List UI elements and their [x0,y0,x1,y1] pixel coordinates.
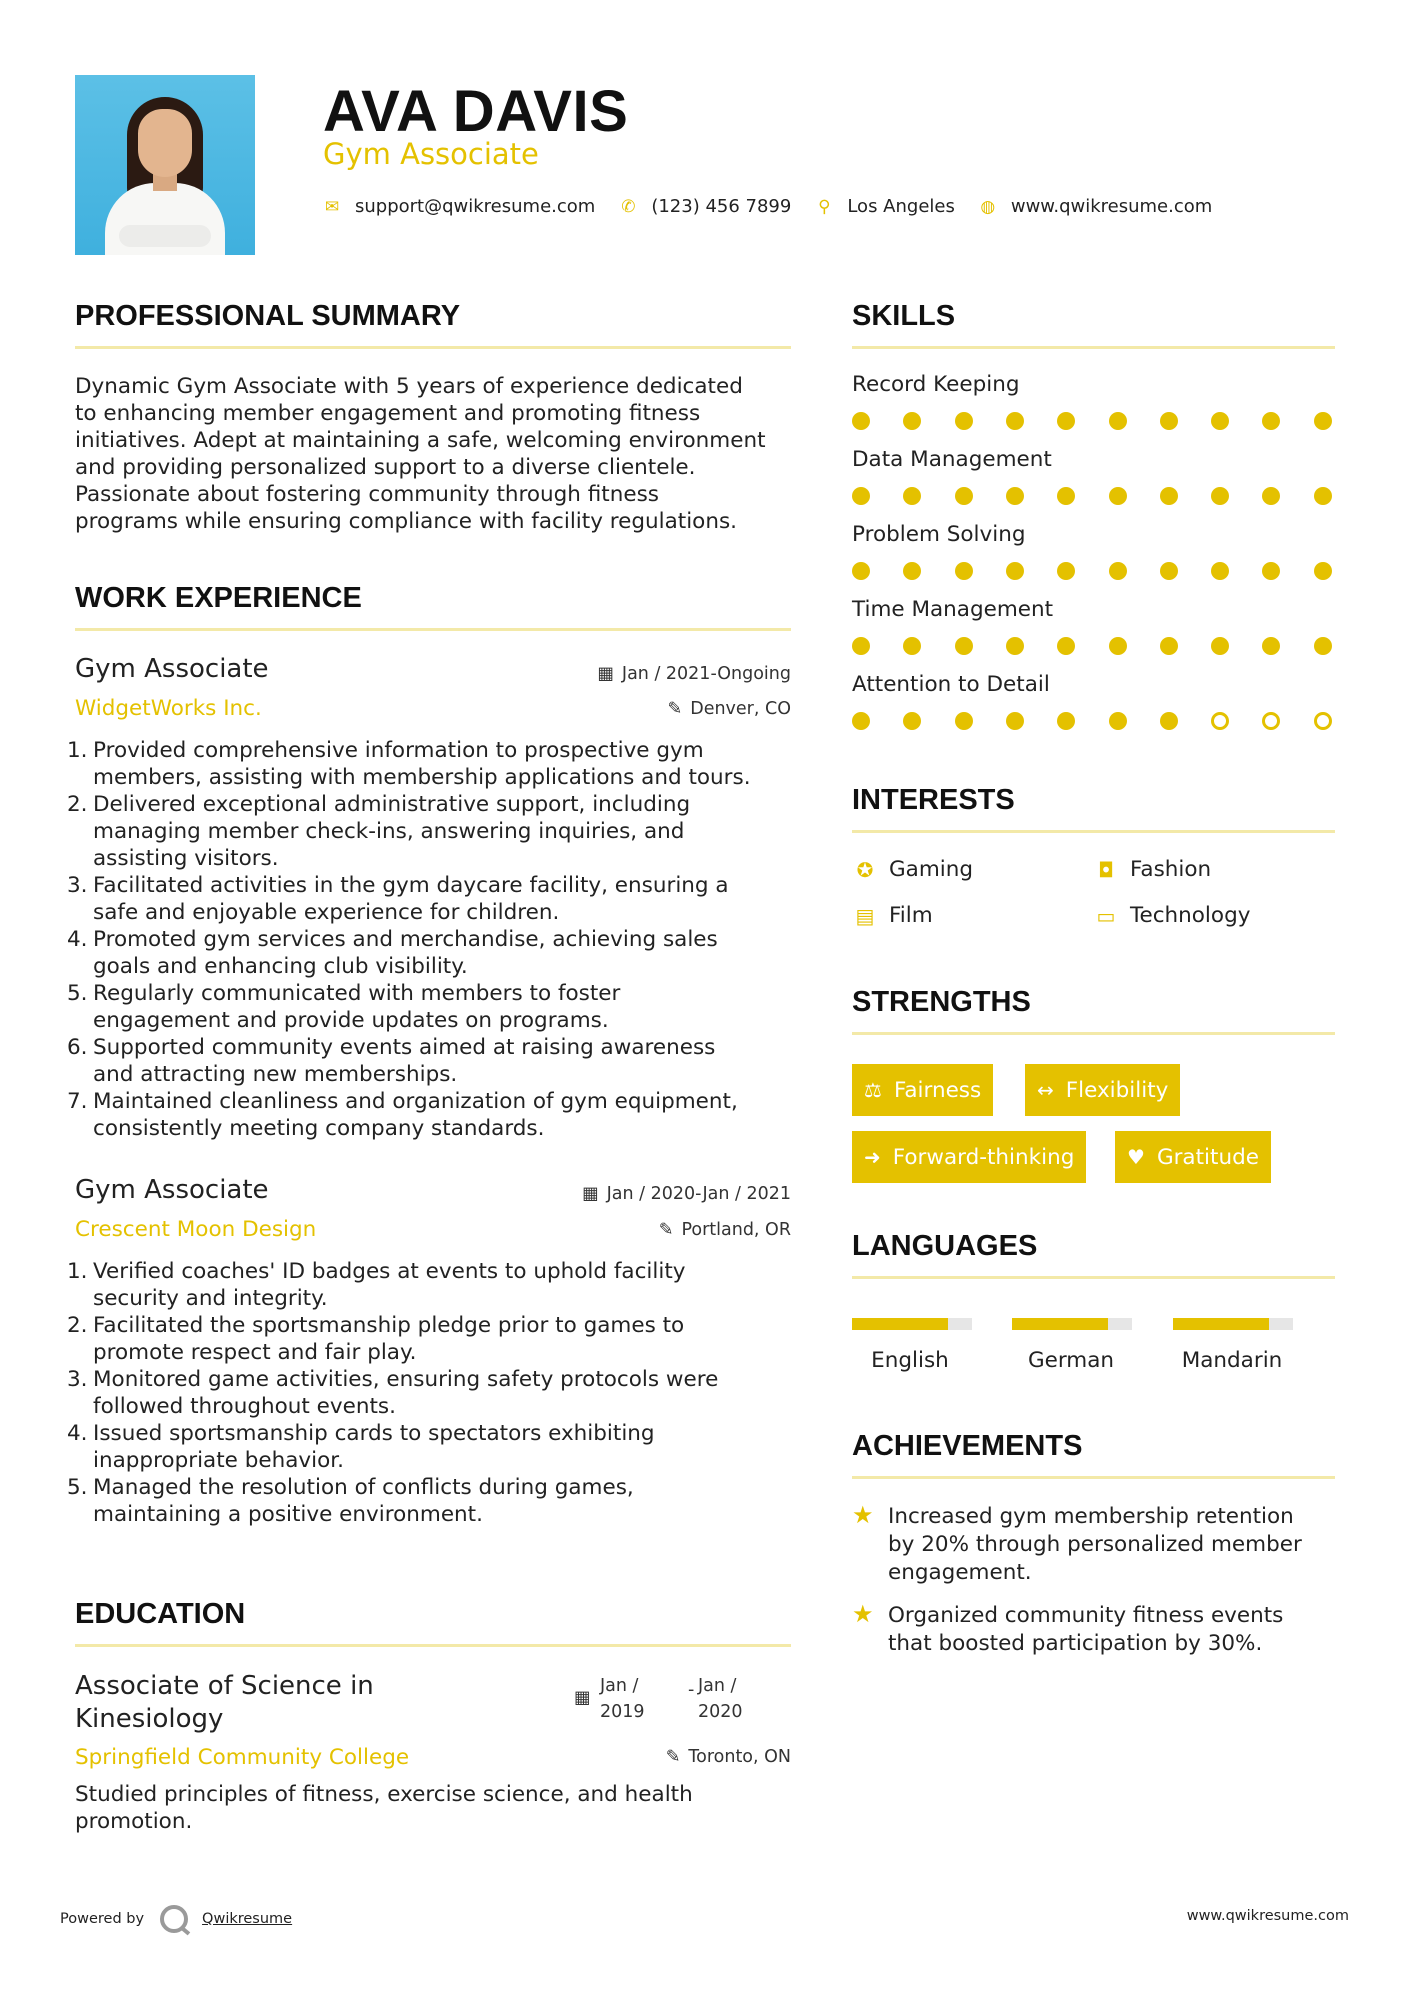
rating-dot-filled [903,712,921,730]
language-name: English [871,1348,949,1373]
star-icon: ★ [852,1501,874,1529]
rating-dot-filled [1262,412,1280,430]
rating-dot-filled [903,412,921,430]
rating-dot-filled [1262,562,1280,580]
rating-dot-filled [955,712,973,730]
website-link[interactable]: www.qwikresume.com [1010,196,1213,217]
rating-dot-filled [852,412,870,430]
section-divider [852,1476,1335,1479]
globe-icon: ◍ [980,196,996,217]
section-divider [852,346,1335,349]
arrows-horizontal-icon: ↔ [1037,1078,1054,1102]
rating-dot-filled [1109,637,1127,655]
rating-dot-filled [1314,487,1332,505]
shopping-bag-icon: ◘ [1098,857,1114,882]
language-bar-fill [852,1318,948,1330]
strength-tag: ♥ Gratitude [1115,1131,1271,1183]
language-bar-fill [1012,1318,1108,1330]
balance-scale-icon: ⚖ [864,1078,882,1102]
footer-branding [60,1905,292,1933]
achievement-item: ★ Increased gym membership retention by 20% through personalized member engagement. [852,1501,1302,1585]
job-location: ✎ Denver, CO [667,699,791,719]
list-item: 5. Managed the resolution of conflicts during games, maintaining a positive environment. [67,1475,634,1527]
calendar-icon: ▦ [597,664,614,684]
candidate-name: AVA DAVIS [323,79,629,144]
rating-dot-filled [1006,712,1024,730]
footer-website-link[interactable]: www.qwikresume.com [1186,1908,1349,1924]
education-start-date: Jan / 2019 [600,1676,645,1722]
list-item: 4. Promoted gym services and merchandise, achieving sales goals and enhancing club visibility. [67,927,718,979]
qwikresume-logo-icon [160,1905,188,1933]
rating-dot-filled [1109,487,1127,505]
job-dates: ▦ Jan / 2021-Ongoing [597,664,791,684]
rating-dot-filled [1262,637,1280,655]
interest-technology: ▭ Technology [1093,903,1250,928]
list-item: 1. Provided comprehensive information to prospective gym members, assisting with membership applications and tours. [67,738,751,790]
skill-rating [852,712,1335,732]
rating-dot-filled [1006,412,1024,430]
arrow-right-icon: ➜ [864,1145,881,1169]
language-bar [1012,1318,1132,1330]
language-bar-fill [1173,1318,1269,1330]
rating-dot-filled [1160,637,1178,655]
rating-dot-filled [1109,412,1127,430]
email-link[interactable]: support@qwikresume.com [355,196,596,217]
qwikresume-link[interactable]: Qwikresume [202,1911,293,1927]
laptop-icon: ▭ [1096,903,1116,928]
pin-icon: ✎ [667,699,683,719]
experience-heading: WORK EXPERIENCE [75,582,362,614]
languages-heading: LANGUAGES [852,1230,1038,1262]
list-item: 6. Supported community events aimed at raising awareness and attracting new memberships. [67,1035,716,1087]
rating-dot-filled [903,487,921,505]
list-item: 4. Issued sportsmanship cards to spectators exhibiting inappropriate behavior. [67,1421,655,1473]
rating-dot-filled [1211,562,1229,580]
rating-dot-filled [1262,487,1280,505]
rating-dot-empty [1262,712,1280,730]
interest-film: ▤ Film [852,903,933,928]
school-name: Springfield Community College [75,1745,410,1770]
candidate-role: Gym Associate [323,137,539,171]
skill-rating [852,637,1335,657]
interest-gaming: ✪ Gaming [852,857,973,882]
rating-dot-filled [955,637,973,655]
powered-by-label: Powered by [60,1911,145,1927]
job-responsibilities [67,737,807,1142]
heart-icon: ♥ [1127,1145,1145,1169]
skill-rating [852,562,1335,582]
rating-dot-filled [955,562,973,580]
rating-dot-filled [1057,487,1075,505]
film-icon: ▤ [855,903,875,928]
rating-dot-filled [1211,637,1229,655]
location-text: Los Angeles [847,196,955,217]
language-bar [852,1318,972,1330]
strength-tag: ⚖ Fairness [852,1064,993,1116]
strength-tag: ➜ Forward-thinking [852,1131,1086,1183]
section-divider [75,346,791,349]
phone-number: (123) 456 7899 [651,196,792,217]
summary-heading: PROFESSIONAL SUMMARY [75,300,461,332]
job-title: Gym Associate [75,1175,269,1205]
rating-dot-filled [1109,562,1127,580]
rating-dot-filled [1314,637,1332,655]
rating-dot-filled [1006,487,1024,505]
summary-text: Dynamic Gym Associate with 5 years of experience dedicated to enhancing member engagement and promoting fitness initiatives. Adept at maintaining a safe, welcoming environment and providing personalized support to a diverse clientele. Passionate about fostering community through fitness programs while ensuring compliance with facility regulations. [75,374,766,534]
language-name: German [1027,1348,1115,1373]
list-item: 2. Delivered exceptional administrative support, including managing member check-ins, answering inquiries, and assisting visitors. [67,792,691,871]
rating-dot-filled [1314,562,1332,580]
skill-name: Record Keeping [852,372,1020,397]
section-divider [852,830,1335,833]
company-name: WidgetWorks Inc. [75,696,262,721]
interest-fashion: ◘ Fashion [1093,857,1211,882]
rating-dot-filled [852,637,870,655]
contact-bar [323,196,1236,217]
date-separator: - [688,1680,695,1700]
job-dates: ▦ Jan / 2020-Jan / 2021 [582,1184,791,1204]
envelope-icon: ✉ [324,196,340,217]
section-divider [75,628,791,631]
rating-dot-filled [1314,412,1332,430]
rating-dot-filled [1006,637,1024,655]
list-item: 7. Maintained cleanliness and organization of gym equipment, consistently meeting company standards. [67,1089,738,1141]
section-divider [75,1644,791,1647]
degree-title: Associate of Science in Kinesiology [75,1671,374,1734]
list-item: 5. Regularly communicated with members to foster engagement and provide updates on programs. [67,981,621,1033]
rating-dot-filled [1211,412,1229,430]
skill-name: Data Management [852,447,1052,472]
rating-dot-filled [1160,712,1178,730]
skill-name: Attention to Detail [852,672,1050,697]
rating-dot-empty [1211,712,1229,730]
star-icon: ★ [852,1600,874,1628]
skill-name: Time Management [852,597,1054,622]
map-marker-icon: ⚲ [818,196,831,217]
pin-icon: ✎ [658,1220,674,1240]
education-description: Studied principles of fitness, exercise science, and health promotion. [75,1782,693,1834]
skill-rating [852,412,1335,432]
section-divider [852,1032,1335,1035]
rating-dot-filled [1057,562,1075,580]
profile-photo [75,75,255,255]
job-location: ✎ Portland, OR [658,1220,791,1240]
job-responsibilities [67,1258,807,1528]
rating-dot-filled [955,412,973,430]
calendar-icon: ▦ [574,1688,591,1708]
rating-dot-filled [852,562,870,580]
rating-dot-filled [852,712,870,730]
company-name: Crescent Moon Design [75,1217,317,1242]
list-item: 1. Verified coaches' ID badges at events to uphold facility security and integrity. [67,1259,686,1311]
rating-dot-filled [1057,637,1075,655]
section-divider [852,1276,1335,1279]
rating-dot-empty [1314,712,1332,730]
skill-name: Problem Solving [852,522,1026,547]
education-location: ✎ Toronto, ON [665,1747,791,1767]
list-item: 3. Facilitated activities in the gym daycare facility, ensuring a safe and enjoyable experience for children. [67,873,729,925]
rating-dot-filled [1109,712,1127,730]
education-end-date: Jan / 2020 [698,1676,743,1722]
rating-dot-filled [1006,562,1024,580]
skill-rating [852,487,1335,507]
rating-dot-filled [1160,487,1178,505]
rating-dot-filled [1057,712,1075,730]
rating-dot-filled [1057,412,1075,430]
list-item: 2. Facilitated the sportsmanship pledge prior to games to promote respect and fair play. [67,1313,685,1365]
rating-dot-filled [1211,487,1229,505]
rating-dot-filled [903,562,921,580]
rating-dot-filled [955,487,973,505]
strengths-heading: STRENGTHS [852,986,1031,1018]
list-item: 3. Monitored game activities, ensuring safety protocols were followed throughout events. [67,1367,719,1419]
pin-icon: ✎ [665,1747,681,1767]
calendar-icon: ▦ [582,1184,599,1204]
achievements-heading: ACHIEVEMENTS [852,1430,1083,1462]
language-name: Mandarin [1181,1348,1283,1373]
rating-dot-filled [1160,562,1178,580]
strength-tag: ↔ Flexibility [1025,1064,1180,1116]
rating-dot-filled [903,637,921,655]
achievement-item: ★ Organized community fitness events that boosted participation by 30%. [852,1600,1284,1656]
job-title: Gym Associate [75,654,269,684]
phone-icon: ✆ [621,196,636,217]
rating-dot-filled [852,487,870,505]
education-heading: EDUCATION [75,1598,246,1630]
interests-heading: INTERESTS [852,784,1015,816]
language-bar [1173,1318,1293,1330]
skills-heading: SKILLS [852,300,956,332]
gamepad-icon: ✪ [856,857,874,882]
rating-dot-filled [1160,412,1178,430]
